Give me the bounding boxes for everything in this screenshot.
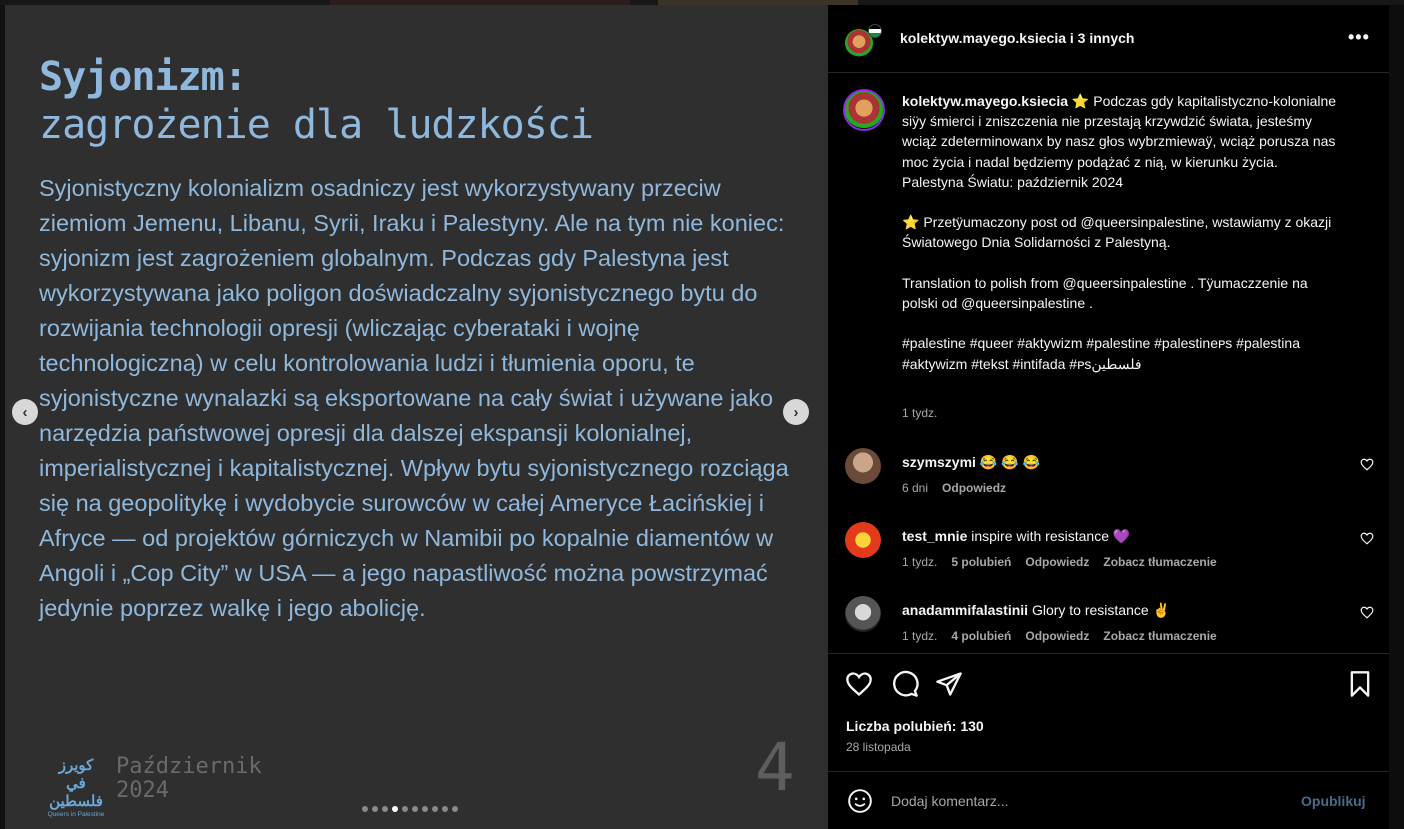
post-date: 28 listopada: [846, 740, 911, 754]
post-caption: [828, 74, 1389, 446]
comment-body: 😂 😂 😂: [979, 454, 1040, 470]
like-heart-icon[interactable]: [845, 670, 873, 698]
see-translation-button[interactable]: Zobacz tłumaczenie: [1103, 555, 1217, 569]
slide-title: [39, 53, 593, 149]
comment-meta: [902, 555, 1217, 569]
comment-avatar[interactable]: [845, 596, 881, 632]
comment-likes-link[interactable]: 5 polubień: [951, 555, 1012, 569]
caption-body: ⭐ Podczas gdy kapitalistyczno-kolonialne siÿy śmierci i zniszczenia nie przestają krzywdzić świata, jesteśmy wciąż zdeterminowanx by nasz głos wybrzmiewaÿ, wciąż porusza nas moc życia i nadal będziemy podążać z nią, w kierunku życia. Palestyna Światu: październik 2024 ⭐ Przetÿumaczony post od @queersinpalestine, wstawiamy z okazji Światowego Dnia Solidarności z Palestyną. Translation to polish from @queersinpalestine . Tÿumaczzenie na polski od @queersinpalestine . #palestine #queer #aktywizm #palestine #palestineᴘs #palestina #aktywizm #tekst #intifada #ᴘsفلسطين: [902, 93, 1337, 372]
comment-time: 1 tydz.: [902, 555, 938, 569]
carousel-dot[interactable]: [412, 806, 418, 812]
emoji-icon[interactable]: [847, 788, 873, 814]
comment-meta: [902, 481, 1006, 495]
post-slide: [5, 5, 828, 829]
comment-meta: [902, 629, 1217, 643]
comment-item: [828, 522, 1389, 582]
comment-time: 6 dni: [902, 481, 929, 495]
reply-button[interactable]: Odpowiedz: [1025, 629, 1090, 643]
carousel-dot[interactable]: [452, 806, 458, 812]
caption-time: 1 tydz.: [902, 406, 938, 420]
like-count[interactable]: Liczba polubień: 130: [846, 718, 984, 734]
carousel-dot[interactable]: [402, 806, 408, 812]
carousel-prev-button[interactable]: [12, 399, 38, 425]
comment-bubble-icon[interactable]: [891, 670, 919, 698]
logo-english-text: Queers in Palestine: [47, 811, 105, 818]
comment-username-link[interactable]: test_mnie: [902, 528, 968, 544]
post-side-panel: [828, 5, 1389, 829]
see-translation-button[interactable]: Zobacz tłumaczenie: [1103, 629, 1217, 643]
save-bookmark-icon[interactable]: [1346, 670, 1374, 698]
comment-item: [828, 448, 1389, 508]
account-name-link[interactable]: kolektyw.mayego.ksiecia i 3 innych: [900, 30, 1135, 46]
carousel-dot[interactable]: [392, 806, 398, 812]
slide-date-year: 2024: [116, 778, 169, 803]
slide-body-text: Syjonistyczny kolonializm osadniczy jest wykorzystywany przeciw ziemiom Jemenu, Libanu, Syrii, Iraku i Palestyny. Ale na tym nie koniec: syjonizm jest zagrożeniem globalnym. Podczas gdy Palestyna jest wykorzystywana jako poligon doświadczalny syjonistycznego bytu do rozwijania technologii opresji (wliczając cyberataki i wojnę technologiczną) w celu kontrolowania ludzi i tłumienia oporu, te syjonistyczne wynalazki są eksportowane na cały świat i używane jako narzędzia państwowej opresji dla dalszej ekspansji kolonialnej, imperialistycznej i kapitalistycznej. Wpływ bytu syjonistycznego rozciąga się na geopolitykę i wydobycie surowców w całej Ameryce Łacińskiej i Afryce — od projektów górniczych w Namibii po kopalnie diamentów w Angoli i „Cop City” w USA — a jego napastliwość można powstrzymać jedynie poprzez walkę i jego abolicję.: [39, 175, 789, 621]
comment-time: 1 tydz.: [902, 629, 938, 643]
caption-username-link[interactable]: kolektyw.mayego.ksiecia: [902, 93, 1069, 109]
slide-date-month: Październik: [116, 754, 262, 779]
carousel-dot[interactable]: [362, 806, 368, 812]
comment-text: [902, 528, 1130, 545]
background-edge: [1389, 5, 1404, 829]
more-options-icon[interactable]: •••: [1348, 27, 1370, 47]
post-actions: [828, 653, 1389, 771]
caption-avatar[interactable]: [843, 89, 885, 131]
carousel-next-button[interactable]: [783, 399, 809, 425]
comment-like-heart-icon[interactable]: [1360, 458, 1374, 471]
comment-username-link[interactable]: anadammifalastinii: [902, 602, 1029, 618]
post-header: [828, 5, 1389, 73]
carousel-dot[interactable]: [422, 806, 428, 812]
comment-username-link[interactable]: szymszymi: [902, 454, 976, 470]
caption-text: [902, 91, 1342, 374]
comment-body: Glory to resistance ✌: [1031, 602, 1170, 618]
comment-avatar[interactable]: [845, 448, 881, 484]
logo-arabic-text: كويرز في فلسطين: [49, 757, 103, 810]
slide-page-number: 4: [755, 729, 795, 806]
slide-date: [116, 755, 262, 803]
reply-button[interactable]: Odpowiedz: [942, 481, 1007, 495]
chevron-right-icon: ›: [793, 403, 799, 421]
comment-text: [902, 602, 1170, 619]
flag-badge-icon: [868, 24, 882, 38]
comment-composer: [828, 771, 1389, 829]
carousel-dot[interactable]: [432, 806, 438, 812]
carousel-dot[interactable]: [372, 806, 378, 812]
comment-body: inspire with resistance 💜: [971, 528, 1131, 544]
chevron-left-icon: ‹: [22, 403, 28, 421]
carousel-dot[interactable]: [442, 806, 448, 812]
queers-in-palestine-logo: [47, 757, 105, 818]
slide-title-line1: Syjonizm:: [39, 54, 247, 100]
carousel-dots: [362, 806, 458, 812]
comment-text: [902, 454, 1040, 471]
comment-item: [828, 596, 1389, 656]
carousel-dot[interactable]: [382, 806, 388, 812]
comment-input[interactable]: [891, 790, 1271, 812]
comment-likes-link[interactable]: 4 polubień: [951, 629, 1012, 643]
comment-like-heart-icon[interactable]: [1360, 532, 1374, 545]
slide-title-line2: zagrożenie dla ludzkości: [39, 102, 593, 148]
comment-like-heart-icon[interactable]: [1360, 606, 1374, 619]
publish-button[interactable]: Opublikuj: [1301, 793, 1366, 809]
reply-button[interactable]: Odpowiedz: [1025, 555, 1090, 569]
comment-avatar[interactable]: [845, 522, 881, 558]
share-send-icon[interactable]: [935, 670, 963, 698]
